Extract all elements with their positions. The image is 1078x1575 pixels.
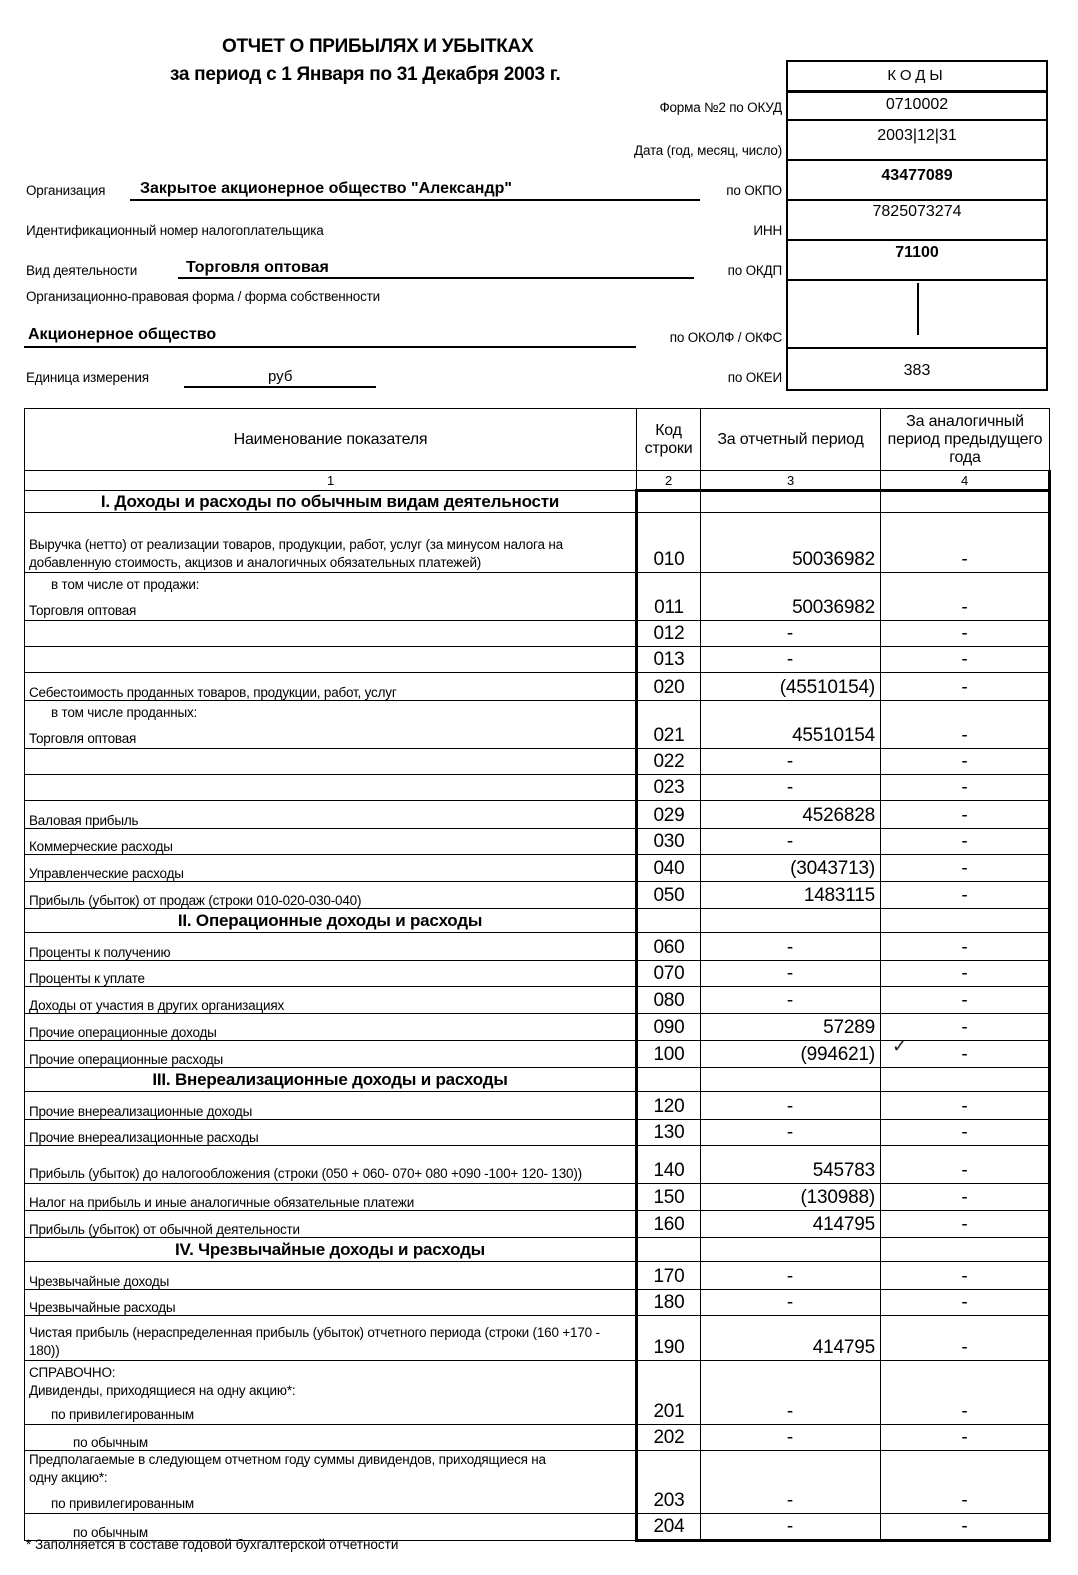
table-header-row <box>25 409 1050 471</box>
row-previous: - <box>881 1290 1050 1316</box>
row-name: Управленческие расходы <box>25 855 637 882</box>
row-previous: - <box>881 1120 1050 1146</box>
report-title-text: ОТЧЕТ О ПРИБЫЛЯХ И УБЫТКАХ <box>222 36 534 57</box>
legal-form-label: Организационно-правовая форма / форма собственности <box>26 289 380 304</box>
row-previous: - <box>881 1014 1050 1041</box>
table-row <box>25 882 1050 909</box>
table-row <box>25 673 1050 701</box>
row-current: 50036982 <box>701 573 881 621</box>
row-current: 50036982 <box>701 513 881 573</box>
table-row <box>25 1361 1050 1425</box>
row-current: - <box>701 933 881 961</box>
row-name: Валовая прибыль <box>25 801 637 829</box>
okpo-label: по ОКПО <box>726 183 782 198</box>
table-row <box>25 1184 1050 1211</box>
row-current: (994621) <box>701 1041 881 1068</box>
table-row <box>25 621 1050 647</box>
row-previous: - <box>881 1211 1050 1238</box>
row-current: - <box>701 1451 881 1514</box>
section-title: IV. Чрезвычайные доходы и расходы <box>25 1238 637 1262</box>
row-previous: - <box>881 1316 1050 1361</box>
col-num-2: 2 <box>637 471 701 491</box>
row-previous: - <box>881 882 1050 909</box>
row-code: 012 <box>637 621 701 647</box>
header-previous: За аналогичный период предыдущего года <box>881 409 1050 471</box>
okopf-label: по ОКОЛФ / ОКФС <box>669 330 782 345</box>
row-current: 4526828 <box>701 801 881 829</box>
row-name: в том числе проданных: Торговля оптовая <box>25 701 637 749</box>
row-code: 203 <box>637 1451 701 1514</box>
row-previous: - <box>881 573 1050 621</box>
col-num-4: 4 <box>881 471 1050 491</box>
row-previous: - <box>881 987 1050 1014</box>
row-current: - <box>701 987 881 1014</box>
row-current: 1483115 <box>701 882 881 909</box>
row-code: 011 <box>637 573 701 621</box>
row-current: - <box>701 1092 881 1120</box>
table-row <box>25 749 1050 775</box>
row-current: (130988) <box>701 1184 881 1211</box>
row-name: Прочие внереализационные доходы <box>25 1092 637 1120</box>
row-previous: - <box>881 621 1050 647</box>
row-name: Проценты к получению <box>25 933 637 961</box>
row-name: Прочие операционные доходы <box>25 1014 637 1041</box>
table-row <box>25 1092 1050 1120</box>
column-numbers-row <box>25 471 1050 491</box>
footnote: * Заполняется в составе годовой бухгалтерской отчетности <box>26 1537 399 1552</box>
unit-value: руб <box>268 368 293 385</box>
row-code: 090 <box>637 1014 701 1041</box>
col-num-3: 3 <box>701 471 881 491</box>
row-current: - <box>701 1290 881 1316</box>
row-previous: - <box>881 1184 1050 1211</box>
row-name: СПРАВОЧНО: Дивиденды, приходящиеся на одну акцию*: по привилегированным <box>25 1361 637 1425</box>
row-code: 170 <box>637 1262 701 1290</box>
unit-label: Единица измерения <box>26 370 149 385</box>
header-current: За отчетный период <box>701 409 881 471</box>
okopf-code <box>788 281 1046 349</box>
row-name: Прибыль (убыток) до налогообложения (строки (050 + 060- 070+ 080 +090 -100+ 120- 130)) <box>25 1146 637 1184</box>
table-row <box>25 775 1050 801</box>
row-current: - <box>701 775 881 801</box>
okdp-code: 71100 <box>788 241 1046 281</box>
okpo-code: 43477089 <box>788 161 1046 201</box>
row-current: - <box>701 829 881 855</box>
row-name: Коммерческие расходы <box>25 829 637 855</box>
row-code: 030 <box>637 829 701 855</box>
inn-label: ИНН <box>753 223 782 238</box>
okei-code: 383 <box>903 362 931 379</box>
row-name: Доходы от участия в других организациях <box>25 987 637 1014</box>
activity-label: Вид деятельности <box>26 263 138 278</box>
legal-form-value: Акционерное общество <box>28 326 217 343</box>
row-name: Себестоимость проданных товаров, продукции, работ, услуг <box>25 673 637 701</box>
section-row <box>25 909 1050 933</box>
handwritten-check-icon: ✓ <box>892 1036 908 1056</box>
table-row <box>25 1290 1050 1316</box>
section-row <box>25 1238 1050 1262</box>
row-previous: - <box>881 1361 1050 1425</box>
row-previous: - <box>881 1451 1050 1514</box>
table-row <box>25 933 1050 961</box>
header-code: Код строки <box>637 409 701 471</box>
row-current: - <box>701 961 881 987</box>
org-underline <box>130 199 700 201</box>
org-value: Закрытое акционерное общество "Александр" <box>140 180 512 197</box>
row-current: 414795 <box>701 1316 881 1361</box>
row-name: Чистая прибыль (нераспределенная прибыль (убыток) отчетного периода (строки (160 +170 - 180)) <box>25 1316 637 1361</box>
row-code: 070 <box>637 961 701 987</box>
codes-header: КОДЫ <box>788 62 1046 93</box>
table-row <box>25 573 1050 621</box>
row-code: 040 <box>637 855 701 882</box>
row-current: - <box>701 749 881 775</box>
row-current: - <box>701 1120 881 1146</box>
row-code: 120 <box>637 1092 701 1120</box>
org-label: Организация <box>26 183 106 198</box>
row-previous: - <box>881 701 1050 749</box>
codes-box <box>786 60 1048 391</box>
row-name: Предполагаемые в следующем отчетном году суммы дивидендов, приходящиеся на одну акцию*: по привилегированным <box>25 1451 637 1514</box>
report-table <box>24 408 1051 1542</box>
row-code: 204 <box>637 1514 701 1541</box>
table-row <box>25 829 1050 855</box>
row-name: Проценты к уплате <box>25 961 637 987</box>
row-previous: - <box>881 1092 1050 1120</box>
row-code: 180 <box>637 1290 701 1316</box>
row-name: Выручка (нетто) от реализации товаров, продукции, работ, услуг (за минусом налога на добавленную стоимость, акцизов и аналогичных обязательных платежей) <box>25 513 637 573</box>
activity-underline <box>178 277 694 279</box>
row-current: 545783 <box>701 1146 881 1184</box>
row-name: Прибыль (убыток) от продаж (строки 010-020-030-040) <box>25 882 637 909</box>
section-title: I. Доходы и расходы по обычным видам деятельности <box>25 491 637 513</box>
row-previous: - <box>881 1041 1050 1068</box>
table-row <box>25 513 1050 573</box>
row-code: 201 <box>637 1361 701 1425</box>
row-previous: - <box>881 855 1050 882</box>
row-previous: - <box>881 513 1050 573</box>
row-name <box>25 621 637 647</box>
table-row <box>25 1316 1050 1361</box>
row-code: 060 <box>637 933 701 961</box>
row-previous: - <box>881 1262 1050 1290</box>
row-code: 140 <box>637 1146 701 1184</box>
row-name <box>25 749 637 775</box>
row-code: 130 <box>637 1120 701 1146</box>
row-name: Прочие операционные расходы <box>25 1041 637 1068</box>
row-previous: - <box>881 749 1050 775</box>
legal-form-underline <box>24 346 636 348</box>
row-previous: - <box>881 673 1050 701</box>
table-row <box>25 1146 1050 1184</box>
section-title: III. Внереализационные доходы и расходы <box>25 1068 637 1092</box>
table-row <box>25 1262 1050 1290</box>
okud-code: 0710002 <box>788 93 1046 121</box>
inn-desc-label: Идентификационный номер налогоплательщика <box>26 223 324 238</box>
row-current: 45510154 <box>701 701 881 749</box>
row-previous: - <box>881 775 1050 801</box>
row-current: - <box>701 1361 881 1425</box>
row-current: - <box>701 1262 881 1290</box>
row-previous: - <box>881 829 1050 855</box>
row-current: - <box>701 1514 881 1541</box>
row-name <box>25 775 637 801</box>
row-name: в том числе от продажи: Торговля оптовая <box>25 573 637 621</box>
date-label: Дата (год, месяц, число) <box>634 143 782 158</box>
row-previous: - <box>881 647 1050 673</box>
table-row <box>25 1120 1050 1146</box>
okei-label: по ОКЕИ <box>727 370 782 385</box>
row-name: по обычным <box>25 1514 637 1541</box>
header-name: Наименование показателя <box>25 409 637 471</box>
row-previous: - <box>881 933 1050 961</box>
row-name: Прочие внереализационные расходы <box>25 1120 637 1146</box>
row-name: Чрезвычайные расходы <box>25 1290 637 1316</box>
row-previous: - <box>881 801 1050 829</box>
section-row <box>25 1068 1050 1092</box>
row-current: 57289 <box>701 1014 881 1041</box>
row-name: Чрезвычайные доходы <box>25 1262 637 1290</box>
row-previous: - <box>881 961 1050 987</box>
table-row <box>25 1451 1050 1514</box>
row-code: 022 <box>637 749 701 775</box>
table-row <box>25 647 1050 673</box>
report-period: за период с 1 Января по 31 Декабря 2003 г. <box>170 64 561 85</box>
table-row <box>25 1425 1050 1451</box>
row-current: 414795 <box>701 1211 881 1238</box>
row-current: - <box>701 1425 881 1451</box>
row-current: (45510154) <box>701 673 881 701</box>
inn-code: 7825073274 <box>788 201 1046 241</box>
row-code: 029 <box>637 801 701 829</box>
row-code: 190 <box>637 1316 701 1361</box>
row-previous: - <box>881 1146 1050 1184</box>
table-row <box>25 701 1050 749</box>
row-code: 021 <box>637 701 701 749</box>
row-current: - <box>701 647 881 673</box>
row-current: (3043713) <box>701 855 881 882</box>
row-code: 010 <box>637 513 701 573</box>
row-name: Налог на прибыль и иные аналогичные обязательные платежи <box>25 1184 637 1211</box>
row-name <box>25 647 637 673</box>
table-row <box>25 961 1050 987</box>
row-code: 020 <box>637 673 701 701</box>
row-code: 080 <box>637 987 701 1014</box>
row-code: 100 <box>637 1041 701 1068</box>
row-name: Прибыль (убыток) от обычной деятельности <box>25 1211 637 1238</box>
okud-label: Форма №2 по ОКУД <box>659 100 782 115</box>
table-row <box>25 987 1050 1014</box>
row-name: по обычным <box>25 1425 637 1451</box>
row-code: 160 <box>637 1211 701 1238</box>
table-row <box>25 855 1050 882</box>
section-row <box>25 491 1050 513</box>
row-code: 202 <box>637 1425 701 1451</box>
row-code: 023 <box>637 775 701 801</box>
date-code: 2003|12|31 <box>788 121 1046 161</box>
col-num-1: 1 <box>25 471 637 491</box>
row-current: - <box>701 621 881 647</box>
table-row <box>25 1211 1050 1238</box>
unit-underline <box>184 386 376 388</box>
activity-value: Торговля оптовая <box>186 259 329 276</box>
row-code: 050 <box>637 882 701 909</box>
row-previous: - <box>881 1425 1050 1451</box>
row-code: 150 <box>637 1184 701 1211</box>
okdp-label: по ОКДП <box>727 263 782 278</box>
table-row <box>25 801 1050 829</box>
row-previous: - <box>881 1514 1050 1541</box>
row-code: 013 <box>637 647 701 673</box>
section-title: II. Операционные доходы и расходы <box>25 909 637 933</box>
